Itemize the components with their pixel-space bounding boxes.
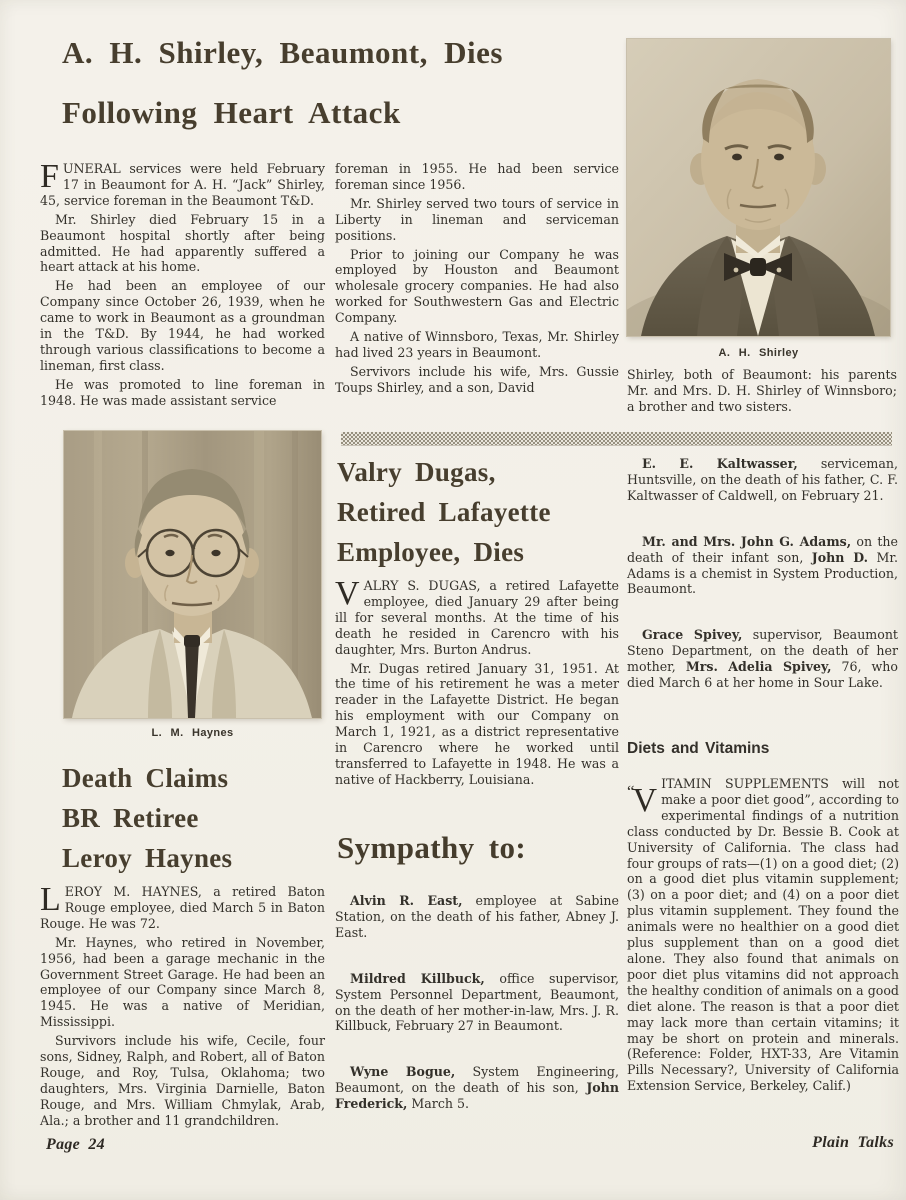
- paragraph: Mr. Shirley served two tours of service in Liberty in lineman and serviceman positions.: [335, 195, 619, 243]
- paragraph: Servivors include his wife, Mrs. Gussie Toups Shirley, and a son, David: [335, 363, 619, 395]
- dropcap-letter: L: [40, 881, 61, 918]
- paragraph: Survivors include his wife, Cecile, four sons, Sidney, Ralph, and Robert, all of Baton Rouge, and Roy, Tulsa, Oklahoma; two daughters, Mrs. Virginia Darnielle, Baton Rouge, and Mrs. William Chmylak, Arab, Ala.; a brother and 11 grandchildren.: [40, 1033, 325, 1128]
- paragraph: Shirley, both of Beaumont: his parents Mr. and Mrs. D. H. Shirley of Winnsboro; a brother and two sisters.: [627, 367, 897, 414]
- dropcap-letter: V: [335, 575, 360, 612]
- paragraph-text: UNERAL services were held February 17 in Beaumont for A. H. “Jack” Shirley, 45, service foreman in the Beaumont T&D.: [40, 161, 325, 208]
- shirley-article-column-3: [627, 367, 897, 418]
- paragraph-text: ITAMIN SUPPLEMENTS will not make a poor diet good”, according to experimental findings of a nutrition class conducted by Dr. Bessie B. Cook at University of California. The class had four groups of rats—(1) on a good diet; (2) on a good diet plus vitamin supplement; (3) on a poor diet; and (4) on a poor diet plus vitamin supplement. They found the animals were no healthier on a good diet plus supplement than on a good diet alone. They also found that animals on poor diet plus vitamins did not approach the healthy condition of animals on a good diet alone. The reason is that a poor diet may lack more than certain vitamins; it may be short on protein and minerals. (Reference: Folder, HXT-33, Are Vitamin Pills Necessary?, University of California Extension Service, Berkeley, Calif.): [627, 776, 899, 1094]
- paragraph: [335, 1064, 619, 1112]
- haynes-headline: [62, 758, 332, 878]
- dropcap-letter: F: [40, 158, 59, 195]
- photo-l-m-haynes: [64, 431, 321, 718]
- section-divider: [341, 432, 892, 445]
- name-bold-2: Mrs. Adelia Spivey,: [685, 659, 832, 675]
- sympathy-list-middle: [335, 893, 619, 1142]
- dugas-headline-line-1: Valry Dugas,: [337, 457, 496, 487]
- sympathy-item-killbuck: [335, 971, 619, 1035]
- item-text-tail: 76, who died March 6 at her home in Sour Lake.: [627, 659, 899, 691]
- sympathy-heading: Sympathy to:: [337, 830, 527, 865]
- paragraph: [40, 881, 325, 932]
- name-bold: Mildred Killbuck,: [350, 970, 485, 986]
- sympathy-item-adams: [627, 534, 898, 598]
- name-bold: Mr. and Mrs. John G. Adams,: [642, 533, 852, 549]
- sympathy-item-kaltwasser: [627, 456, 898, 504]
- dropcap-glyph: V: [632, 782, 658, 819]
- photo-caption-haynes: L. M. Haynes: [151, 727, 234, 739]
- paragraph: He had been an employee of our Company since October 26, 1939, when he came to work in Beaumont as a groundman in the T&D. By 1944, he had worked through various classifications to become a lineman, first class.: [40, 278, 325, 373]
- sympathy-item-east: [335, 893, 619, 941]
- paragraph: Mr. Shirley died February 15 in a Beaumont hospital shortly after being admitted. He had apparently suffered a heart attack at his home.: [40, 211, 325, 275]
- shirley-article-column-1: [40, 158, 325, 412]
- name-bold: Wyne Bogue,: [350, 1064, 456, 1080]
- item-text: office supervisor, System Personnel Department, Beaumont, on the death of her mother-in-law, Mrs. J. R. Killbuck, February 27 in Beaumont.: [335, 970, 619, 1034]
- paragraph: A native of Winnsboro, Texas, Mr. Shirley had lived 23 years in Beaumont.: [335, 329, 619, 360]
- item-text-tail: March 5.: [407, 1096, 470, 1112]
- vitamins-article: [627, 776, 899, 1097]
- name-bold: Alvin R. East,: [350, 893, 463, 908]
- paragraph: [335, 971, 619, 1035]
- photo-caption-shirley: A. H. Shirley: [718, 347, 799, 359]
- main-headline: [62, 34, 582, 132]
- page-number: Page 24: [46, 1136, 105, 1153]
- item-text-tail: Mr. Adams is a chemist in System Production, Beaumont.: [627, 549, 898, 597]
- paragraph: [627, 534, 898, 598]
- publication-name: Plain Talks: [812, 1134, 894, 1151]
- portrait-l-m-haynes-illustration: [64, 431, 321, 718]
- shirley-article-column-2: [335, 161, 619, 399]
- paragraph: [335, 575, 619, 658]
- name-bold: Grace Spivey,: [642, 627, 743, 643]
- paragraph: [627, 627, 898, 691]
- photo-a-h-shirley: [627, 39, 890, 336]
- paragraph-text: EROY M. HAYNES, a retired Baton Rouge employee, died March 5 in Baton Rouge. He was 72.: [40, 884, 325, 931]
- dugas-headline-line-3: Employee, Dies: [337, 537, 525, 567]
- paragraph: Mr. Dugas retired January 31, 1951. At the time of his retirement he was a meter reader in the Lafayette District. He began his employment with our Company on March 1, 1921, as a district representative in Carencro where he worked until transferred to Lafayette in 1948. He was a native of Hackberry, Louisiana.: [335, 660, 619, 787]
- haynes-headline-line-3: Leroy Haynes: [62, 843, 233, 873]
- haynes-headline-line-1: Death Claims: [62, 763, 229, 793]
- open-quote: “: [627, 782, 633, 801]
- dugas-headline: [337, 452, 619, 572]
- vitamins-heading: Diets and Vitamins: [627, 740, 770, 757]
- sympathy-item-spivey: [627, 627, 898, 691]
- paragraph: [335, 893, 619, 941]
- paragraph: [40, 158, 325, 209]
- paragraph: [627, 456, 898, 504]
- item-text: on the death of their infant son,: [627, 533, 899, 565]
- headline-line-1: A. H. Shirley, Beaumont, Dies: [62, 35, 503, 70]
- item-text: System Engineering, Beaumont, on the death of his son,: [335, 1064, 619, 1096]
- name-bold: E. E. Kaltwasser,: [642, 456, 798, 471]
- dugas-headline-line-2: Retired Lafayette: [337, 497, 551, 527]
- name-bold-2: John Frederick,: [335, 1080, 619, 1112]
- item-text: supervisor, Beaumont Steno Department, on the death of her mother,: [627, 627, 898, 675]
- portrait-a-h-shirley-illustration: [627, 39, 890, 336]
- sympathy-list-right: [627, 456, 898, 721]
- paragraph: Prior to joining our Company he was employed by Houston and Beaumont wholesale grocery companies. He had also worked for Southwestern Gas and Electric Company.: [335, 246, 619, 326]
- sympathy-item-bogue: [335, 1064, 619, 1112]
- paragraph: foreman in 1955. He had been service foreman since 1956.: [335, 161, 619, 192]
- item-text: serviceman, Huntsville, on the death of his father, C. F. Kaltwasser of Caldwell, on February 21.: [627, 456, 898, 503]
- paragraph-text: ALRY S. DUGAS, a retired Lafayette employee, died January 29 after being ill for several months. At the time of his death he resided in Carencro with his daughter, Mrs. Burton Andrus.: [335, 578, 619, 657]
- paragraph: Mr. Haynes, who retired in November, 1956, had been a garage mechanic in the Government Street Garage. He had been an employee of our Company since March 8, 1945. He was a native of Meridian, Mississippi.: [40, 934, 325, 1030]
- dugas-article: [335, 575, 619, 791]
- item-text: employee at Sabine Station, on the death of his father, Abney J. East.: [335, 893, 619, 940]
- paragraph: [627, 776, 899, 1094]
- haynes-article: [40, 881, 325, 1132]
- haynes-headline-line-2: BR Retiree: [62, 803, 199, 833]
- headline-line-2: Following Heart Attack: [62, 95, 401, 130]
- paragraph: He was promoted to line foreman in 1948. He was made assistant service: [40, 376, 325, 408]
- dropcap-letter: [627, 776, 661, 819]
- name-bold-2: John D.: [811, 549, 869, 565]
